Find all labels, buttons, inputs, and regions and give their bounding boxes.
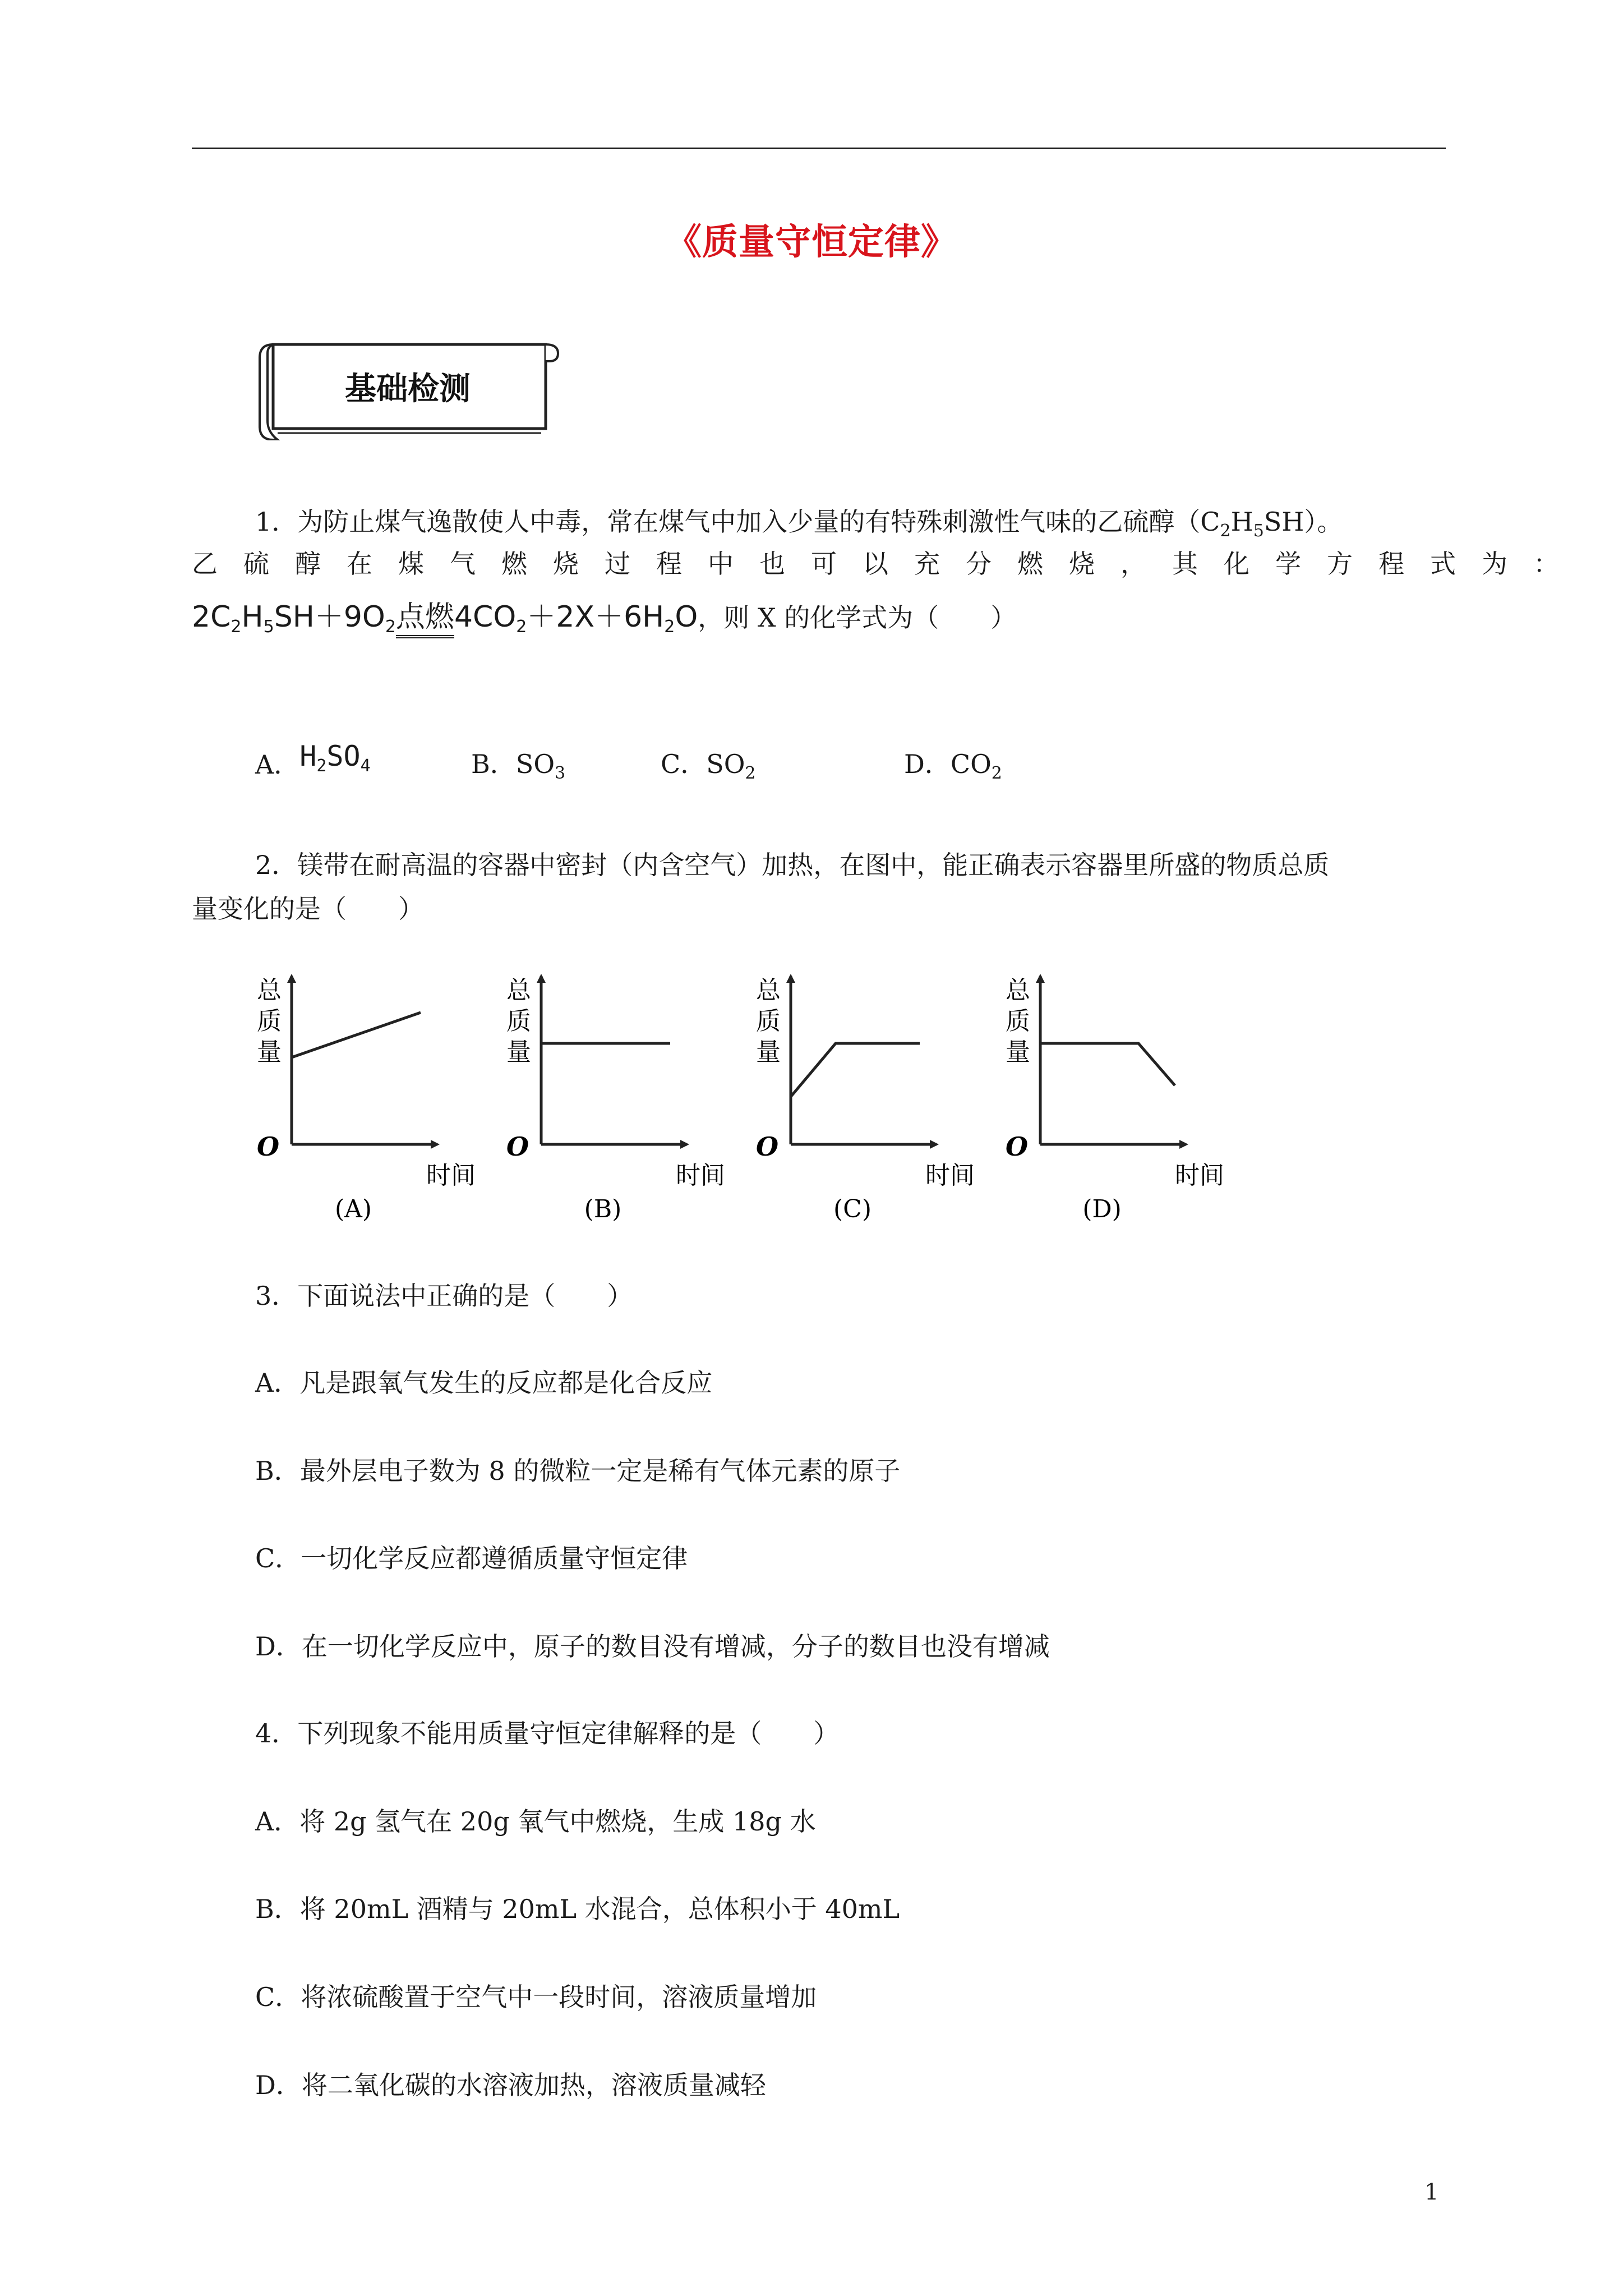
chart-a-ylabel-1: 总 bbox=[257, 976, 282, 1005]
chart-c-line bbox=[791, 1043, 920, 1097]
chart-b-ylabel-2: 质 bbox=[506, 1007, 531, 1036]
scroll-badge bbox=[255, 337, 561, 440]
mass-time-charts bbox=[247, 965, 1256, 1228]
q1-line2: 乙硫醇在煤气燃烧过程中也可以充分燃烧，其化学方程式为： bbox=[192, 549, 1585, 579]
q2-line2: 量变化的是（ ） bbox=[192, 894, 424, 924]
chart-d bbox=[1006, 976, 1224, 1223]
q3-option-b: B．最外层电子数为 8 的微粒一定是稀有气体元素的原子 bbox=[255, 1456, 901, 1486]
chart-a-origin: O bbox=[257, 1131, 280, 1162]
q1-option-d: D．$CO_2$ bbox=[904, 749, 1002, 783]
q3-option-c: C．一切化学反应都遵循质量守恒定律 bbox=[255, 1543, 688, 1573]
page-title: 《质量守恒定律》 bbox=[666, 221, 957, 263]
chart-d-xlabel: 时间 bbox=[1175, 1161, 1224, 1190]
q3-stem: 3．下面说法中正确的是（ ） bbox=[255, 1281, 633, 1311]
reaction-condition: 点燃 bbox=[396, 600, 454, 638]
q4-stem: 4．下列现象不能用质量守恒定律解释的是（ ） bbox=[255, 1718, 840, 1749]
chart-a-ylabel-2: 质 bbox=[257, 1007, 282, 1036]
chart-d-caption: (D) bbox=[1082, 1195, 1122, 1223]
chart-a-xlabel: 时间 bbox=[426, 1161, 476, 1190]
chart-b-xlabel: 时间 bbox=[676, 1161, 725, 1190]
q1-option-c: C．$SO_2$ bbox=[661, 749, 756, 783]
q3-option-d: D．在一切化学反应中，原子的数目没有增减，分子的数目也没有增减 bbox=[255, 1631, 1050, 1662]
chart-b bbox=[506, 976, 725, 1223]
q4-option-a: A．将 2g 氢气在 20g 氧气中燃烧，生成 18g 水 bbox=[255, 1806, 816, 1837]
chart-b-ylabel-1: 总 bbox=[506, 976, 531, 1005]
chart-d-origin: O bbox=[1006, 1131, 1029, 1162]
chart-d-ylabel-3: 量 bbox=[1006, 1038, 1030, 1066]
chart-c-ylabel-1: 总 bbox=[756, 976, 781, 1005]
badge-label: 基础检测 bbox=[345, 370, 471, 407]
chart-a-caption: (A) bbox=[334, 1195, 372, 1223]
q1-equation: $2C_2H_5SH+9O_2$点燃$4CO_2+2X+6H_2O$，则 X 的化学式为（ ） bbox=[192, 600, 1016, 644]
chart-b-origin: O bbox=[506, 1131, 529, 1162]
chart-c-ylabel-3: 量 bbox=[756, 1038, 781, 1066]
page-number: 1 bbox=[1424, 2179, 1439, 2205]
q4-option-c: C．将浓硫酸置于空气中一段时间，溶液质量增加 bbox=[255, 1982, 817, 2012]
q1-option-b: B．$SO_3$ bbox=[471, 749, 566, 783]
chart-b-ylabel-3: 量 bbox=[506, 1038, 531, 1066]
chart-d-ylabel-1: 总 bbox=[1006, 976, 1030, 1005]
chart-c-origin: O bbox=[756, 1131, 779, 1162]
chart-c-caption: (C) bbox=[833, 1195, 872, 1223]
chart-c-ylabel-2: 质 bbox=[756, 1007, 781, 1036]
q1-option-a: A．$H_2SO_4$ bbox=[255, 740, 371, 780]
q1-line1: 1．为防止煤气逸散使人中毒，常在煤气中加入少量的有特殊刺激性气味的乙硫醇$(C_2H_5SH)$。 bbox=[255, 507, 1343, 541]
chart-c-xlabel: 时间 bbox=[925, 1161, 975, 1190]
chart-c bbox=[756, 976, 975, 1223]
chart-b-caption: (B) bbox=[584, 1195, 622, 1223]
q3-option-a: A．凡是跟氧气发生的反应都是化合反应 bbox=[255, 1368, 713, 1398]
q2-line1: 2．镁带在耐高温的容器中密封（内含空气）加热，在图中，能正确表示容器里所盛的物质总质 bbox=[255, 850, 1330, 880]
chart-d-ylabel-2: 质 bbox=[1006, 1007, 1030, 1036]
chart-a-line bbox=[292, 1013, 421, 1057]
chart-d-line bbox=[1040, 1043, 1175, 1085]
chart-a-ylabel-3: 量 bbox=[257, 1038, 282, 1066]
q4-option-d: D．将二氧化碳的水溶液加热，溶液质量减轻 bbox=[255, 2070, 766, 2100]
q4-option-b: B．将 20mL 酒精与 20mL 水混合，总体积小于 40mL bbox=[255, 1894, 900, 1924]
chart-a bbox=[257, 976, 476, 1223]
header-rule bbox=[192, 148, 1446, 149]
